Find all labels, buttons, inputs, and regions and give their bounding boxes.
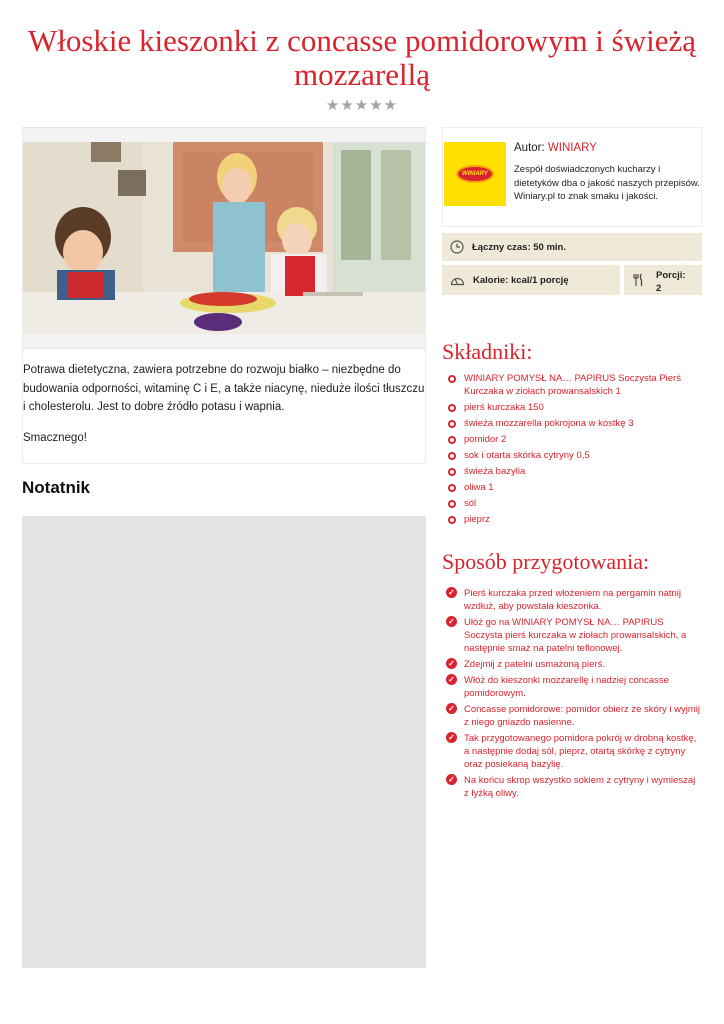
preparation-step bbox=[442, 658, 702, 671]
right-column bbox=[442, 127, 702, 803]
ingredient-item bbox=[442, 434, 702, 447]
step-text: Zdejmij z patelni usmażoną pierś. bbox=[464, 658, 605, 670]
description-paragraph: Potrawa dietetyczna, zawiera potrzebne do rozwoju białko – niezbędne do budowania odporności, witaminę C i E, a także niacynę, nieduże ilości tłuszczu i cholesterolu. Jest to dobre źródło potasu i wapnia. bbox=[23, 364, 425, 413]
ingredient-item bbox=[442, 466, 702, 479]
bullet-ring-icon bbox=[448, 420, 456, 428]
ingredients-list bbox=[442, 373, 702, 527]
check-circle-icon: ✓ bbox=[446, 674, 457, 685]
preparation-step bbox=[442, 587, 702, 613]
ingredient-text: pieprz bbox=[464, 514, 490, 526]
ingredient-text: pomidor 2 bbox=[464, 433, 507, 445]
info-row bbox=[442, 265, 702, 295]
author-line bbox=[514, 142, 597, 154]
check-circle-icon: ✓ bbox=[446, 732, 457, 743]
ingredient-item bbox=[442, 498, 702, 511]
step-text: Tak przygotowanego pomidora pokrój w drobną kostkę, a następnie dodaj sól, pieprz, otartą skórkę z cytryny oraz posiekaną bazylię. bbox=[464, 732, 697, 770]
bullet-ring-icon bbox=[448, 500, 456, 508]
recipe-photo bbox=[23, 142, 426, 334]
ingredients-heading: Składniki: bbox=[442, 339, 533, 364]
check-circle-icon: ✓ bbox=[446, 774, 457, 785]
ingredient-item bbox=[442, 402, 702, 415]
portions-box bbox=[624, 265, 702, 295]
description-closing: Smacznego! bbox=[23, 431, 87, 444]
check-circle-icon: ✓ bbox=[446, 587, 457, 598]
bullet-ring-icon bbox=[448, 484, 456, 492]
step-text: Pierś kurczaka przed włożeniem na pergamin natnij wzdłuż, aby powstała kieszonka. bbox=[464, 587, 682, 612]
check-circle-icon: ✓ bbox=[446, 703, 457, 714]
ingredient-item bbox=[442, 418, 702, 431]
ingredient-item bbox=[442, 514, 702, 527]
preparation-step bbox=[442, 674, 702, 700]
left-column bbox=[22, 127, 426, 968]
recipe-photo-frame bbox=[22, 127, 426, 349]
cutlery-icon bbox=[632, 273, 644, 287]
bullet-ring-icon bbox=[448, 516, 456, 524]
ingredient-text: świeża mozzarella pokrojona w kostkę 3 bbox=[464, 417, 634, 429]
recipe-description bbox=[23, 361, 425, 447]
bullet-ring-icon bbox=[448, 436, 456, 444]
ingredient-text: WINIARY POMYSŁ NA… PAPIRUS Soczysta Pierś Kurczaka w ziołach prowansalskich 1 bbox=[464, 373, 681, 397]
author-label: Autor: bbox=[514, 142, 545, 154]
author-name-link[interactable]: WINIARY bbox=[547, 142, 597, 154]
rating-stars[interactable]: ★★★★★ bbox=[325, 97, 399, 114]
author-logo[interactable] bbox=[444, 142, 506, 206]
bullet-ring-icon bbox=[448, 468, 456, 476]
ingredient-item bbox=[442, 482, 702, 495]
total-time-box bbox=[442, 233, 702, 261]
bullet-ring-icon bbox=[448, 452, 456, 460]
ingredient-text: sól bbox=[464, 498, 477, 510]
winiary-logo-icon: WINIARY bbox=[456, 165, 494, 183]
ingredient-text: sok i otarta skórka cytryny 0,5 bbox=[464, 449, 590, 461]
portions-label: Porcji: bbox=[656, 270, 686, 281]
calories: Kalorie: kcal/1 porcję bbox=[473, 274, 569, 286]
ingredient-item bbox=[442, 373, 702, 398]
calories-box bbox=[442, 265, 620, 295]
notes-area[interactable] bbox=[22, 516, 426, 968]
gauge-icon bbox=[450, 274, 465, 286]
ingredient-text: świeża bazylia bbox=[464, 465, 526, 477]
author-card bbox=[442, 127, 702, 227]
preparation-step bbox=[442, 703, 702, 729]
step-text: Na końcu skrop wszystko sokiem z cytryny i wymieszaj z łyżką oliwy. bbox=[464, 774, 696, 799]
preparation-steps bbox=[442, 587, 702, 800]
ingredient-text: oliwa 1 bbox=[464, 482, 494, 494]
preparation-step bbox=[442, 616, 702, 655]
notes-heading: Notatnik bbox=[22, 478, 90, 497]
description-box bbox=[22, 349, 426, 464]
ingredient-item bbox=[442, 450, 702, 463]
step-text: Włóż do kieszonki mozzarellę i nadziej concasse pomidorowym. bbox=[464, 674, 669, 699]
ingredient-text: pierś kurczaka 150 bbox=[464, 401, 544, 413]
preparation-heading: Sposób przygotowania: bbox=[442, 548, 650, 574]
preparation-step bbox=[442, 774, 702, 800]
bullet-ring-icon bbox=[448, 375, 456, 383]
step-text: Concasse pomidorowe: pomidor obierz ze skóry i wyjmij z niego gniazdo nasienne. bbox=[464, 703, 701, 728]
author-description: Zespół doświadczonych kucharzy i dietetyków dba o jakość naszych przepisów. Winiary.pl to znak smaku i jakości. bbox=[514, 164, 700, 202]
total-time: Łączny czas: 50 min. bbox=[472, 241, 566, 253]
check-circle-icon: ✓ bbox=[446, 616, 457, 627]
step-text: Ułóż go na WINIARY POMYSŁ NA… PAPIRUS Soczysta pierś kurczaka w ziołach prowansalskich, a następnie smaż na patelni teflonowej. bbox=[464, 616, 687, 654]
clock-icon bbox=[450, 240, 464, 254]
recipe-title: Włoskie kieszonki z concasse pomidorowym i świeżą mozzarellą bbox=[27, 23, 697, 92]
portions-value: 2 bbox=[656, 283, 662, 294]
preparation-step bbox=[442, 732, 702, 771]
check-circle-icon: ✓ bbox=[446, 658, 457, 669]
bullet-ring-icon bbox=[448, 404, 456, 412]
